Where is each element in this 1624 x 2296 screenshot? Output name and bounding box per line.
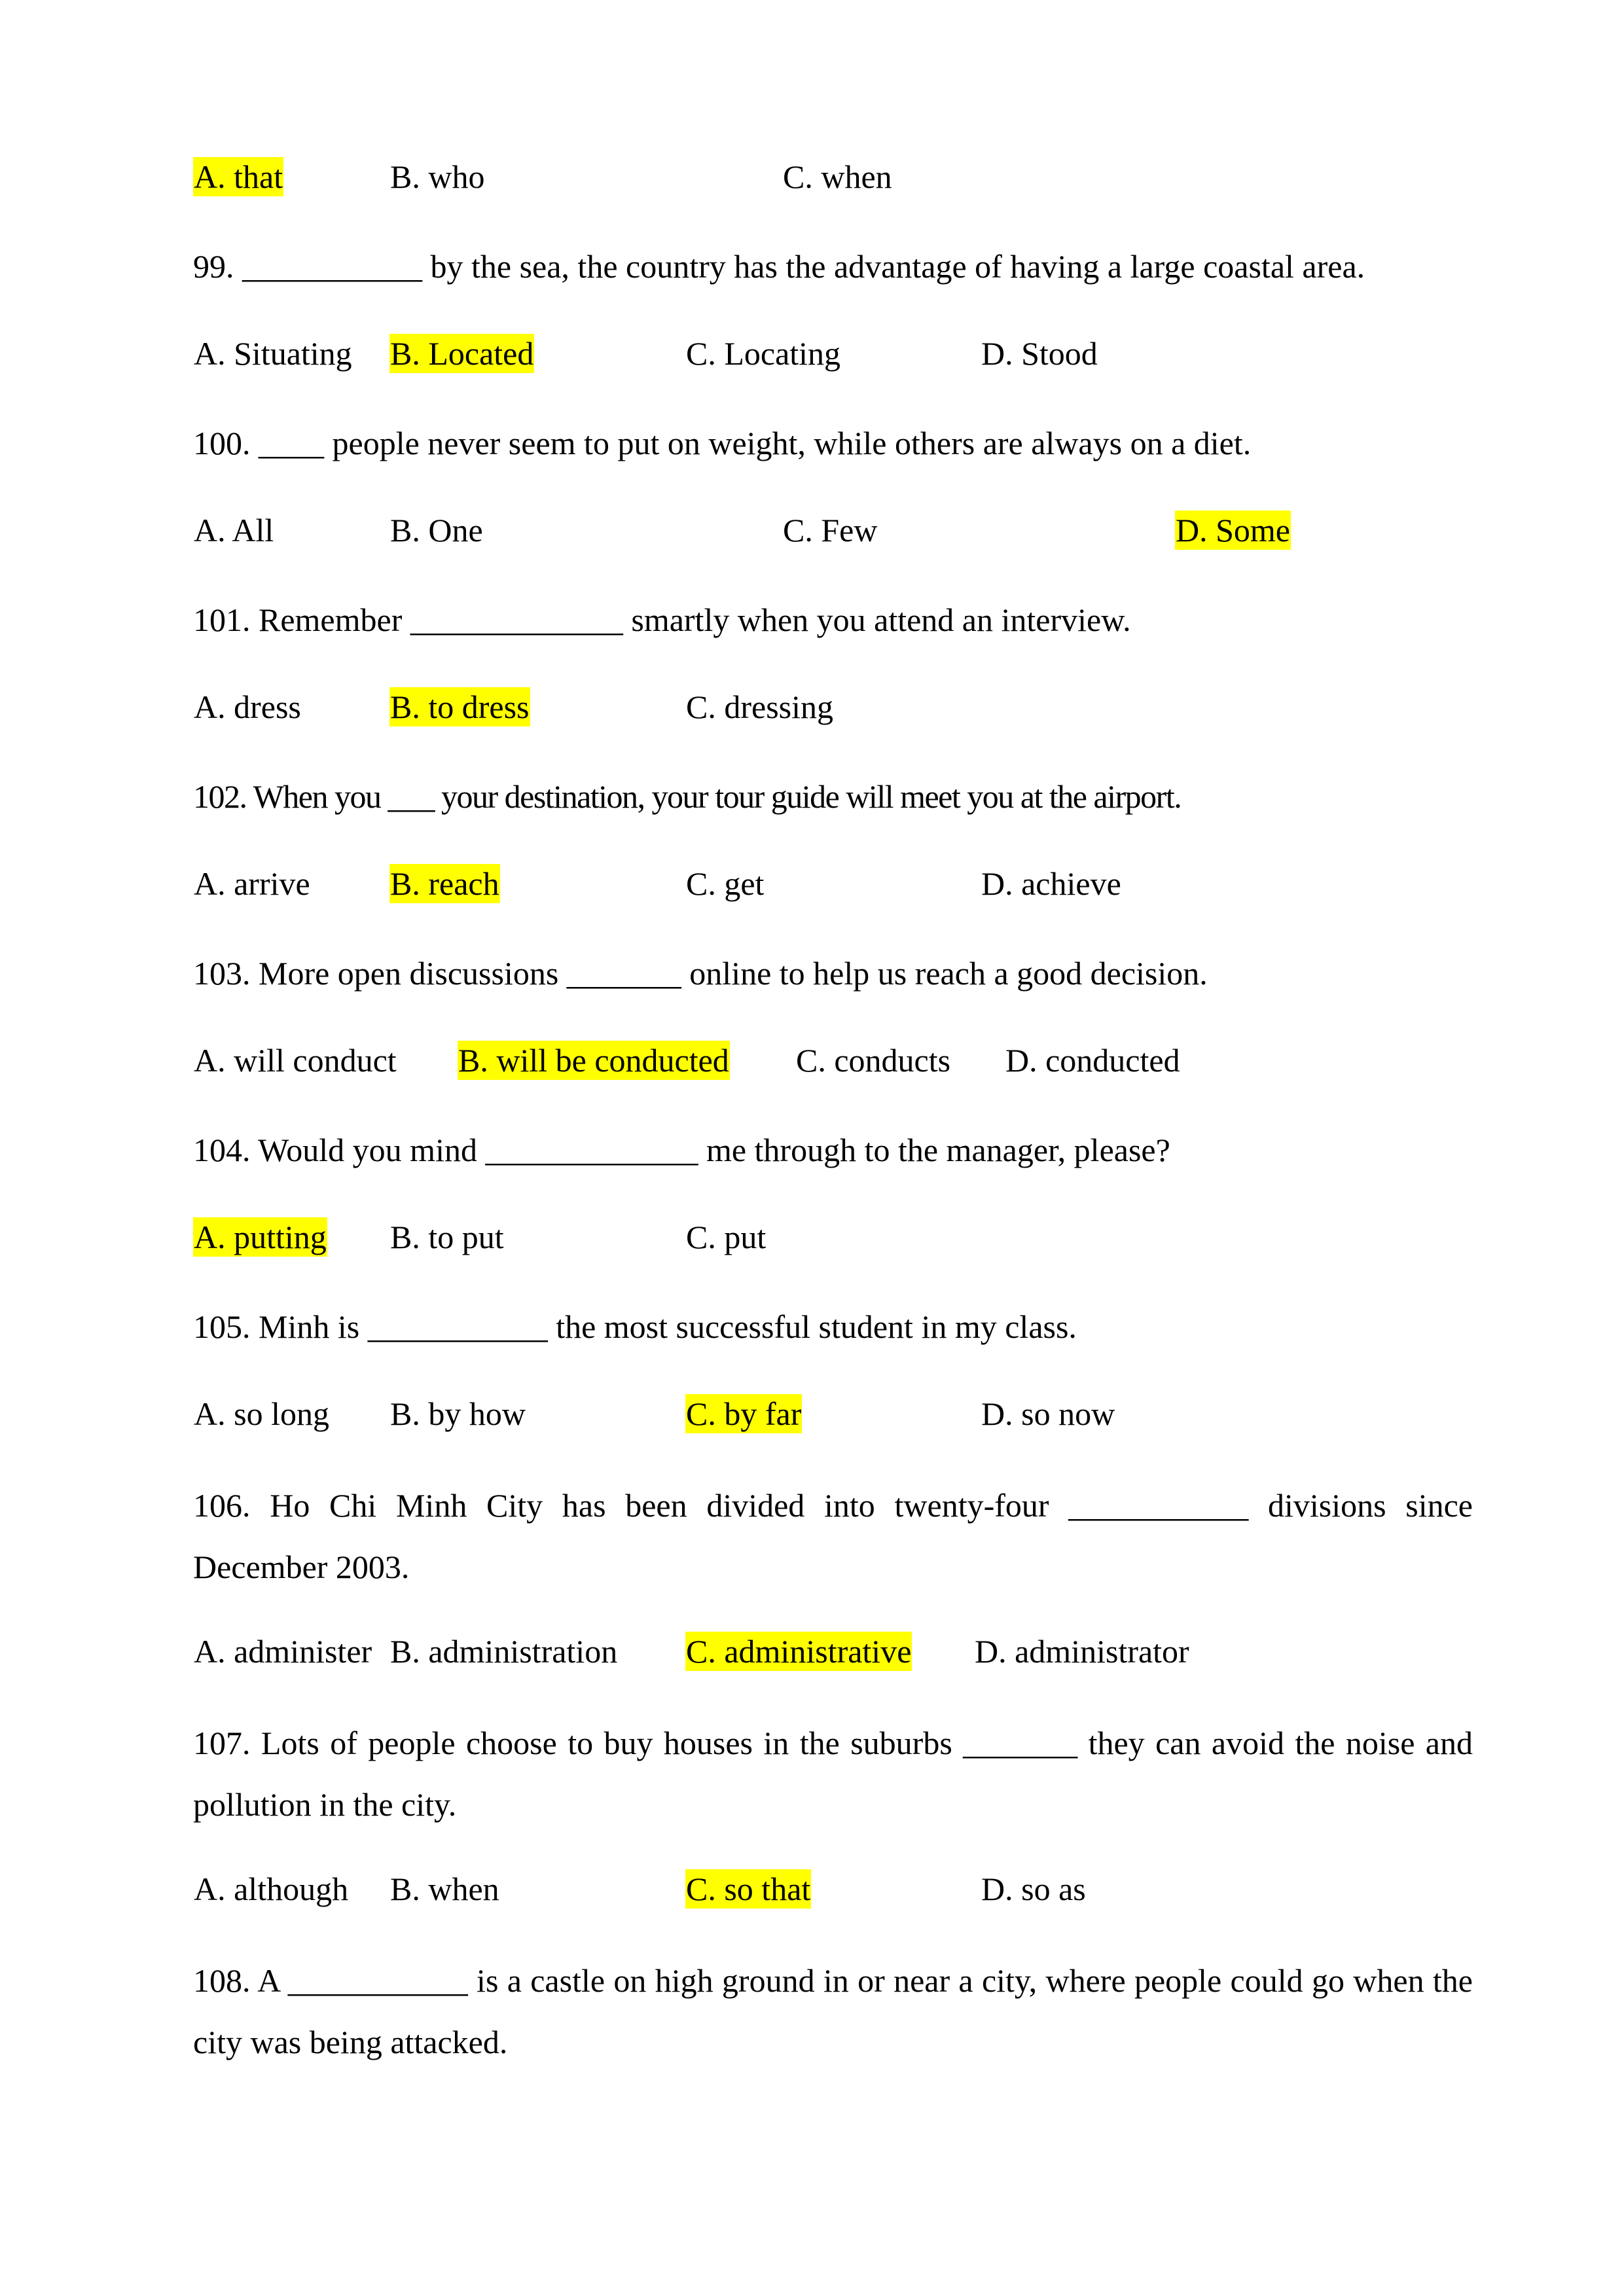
option-d: D. administrator [975,1633,1189,1670]
option-a: A. arrive [194,865,310,902]
question-100: 100. ____ people never seem to put on weight, while others are always on a diet. [193,425,1252,461]
question-102: 102. When you ___ your destination, your tour guide will meet you at the airport. [193,778,1182,815]
option-c: C. Few [783,512,878,548]
option-c: C. Locating [686,335,841,372]
option-c: C. when [783,158,892,195]
option-c: C. conducts [796,1042,951,1079]
option-c: C. dressing [686,689,833,725]
question-108: 108. A ___________ is a castle on high ground in or near a city, where people could go when the city was being attacked. [193,1962,1473,2060]
option-c: C. get [686,865,765,902]
option-c-correct: C. so that [686,1871,811,1907]
option-b: B. by how [390,1395,526,1432]
option-a: A. dress [194,689,301,725]
option-c: C. put [686,1219,767,1255]
option-d: D. so as [981,1871,1086,1907]
option-a: A. administer [194,1633,372,1670]
question-107: 107. Lots of people choose to buy houses in the suburbs _______ they can avoid the noise and pollution in the city. [193,1725,1473,1823]
option-b: B. who [390,158,485,195]
question-105: 105. Minh is ___________ the most successful student in my class. [193,1308,1077,1345]
option-d-correct: D. Some [1176,512,1290,548]
option-b-correct: B. reach [390,865,499,902]
option-c-correct: C. by far [686,1395,802,1432]
option-b: B. to put [390,1219,504,1255]
option-a-correct: A. putting [194,1219,327,1255]
question-101: 101. Remember _____________ smartly when you attend an interview. [193,601,1131,638]
question-99: 99. ___________ by the sea, the country has the advantage of having a large coastal area. [193,248,1365,285]
option-b: B. when [390,1871,499,1907]
option-b-correct: B. to dress [390,689,530,725]
option-b: B. One [390,512,483,548]
option-a: A. although [194,1871,349,1907]
option-c-correct: C. administrative [686,1633,912,1670]
option-b: B. administration [390,1633,618,1670]
option-a-correct: A. that [194,158,283,195]
option-a: A. will conduct [194,1042,397,1079]
option-b-correct: B. Located [390,335,534,372]
option-d: D. so now [981,1395,1115,1432]
option-a: A. All [194,512,274,548]
question-106: 106. Ho Chi Minh City has been divided into twenty-four ___________ divisions since December 2003. [193,1487,1473,1585]
option-b-correct: B. will be conducted [458,1042,729,1079]
option-a: A. so long [194,1395,329,1432]
option-d: D. conducted [1005,1042,1180,1079]
option-d: D. Stood [981,335,1098,372]
question-104: 104. Would you mind _____________ me through to the manager, please? [193,1132,1170,1168]
option-d: D. achieve [981,865,1121,902]
question-103: 103. More open discussions _______ online to help us reach a good decision. [193,955,1208,992]
option-a: A. Situating [194,335,352,372]
